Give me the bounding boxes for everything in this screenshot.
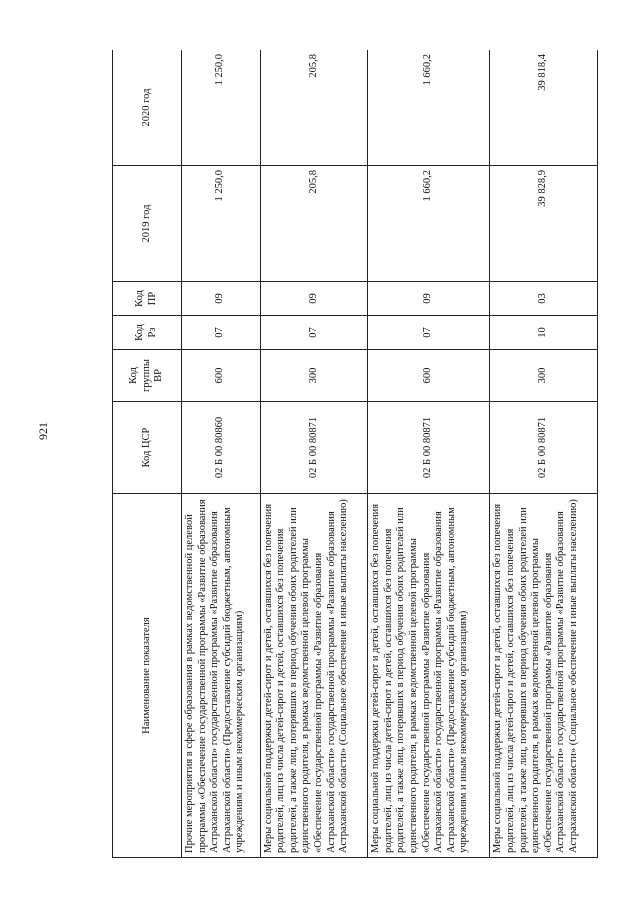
row-2019: 1 250,0 xyxy=(182,166,261,282)
row-vr: 600 xyxy=(182,350,261,402)
table-row xyxy=(490,50,598,858)
row-rz: 10 xyxy=(490,316,598,350)
row-name: Меры социальной поддержки детей-сирот и детей, оставшихся без попечения родителей, лиц из числа детей-сирот и детей, оставшихся без попечения родителей, а также лиц, потерявших в период обучения обоих родителей или единственного родителя, в рамках ведомственной целевой программы «Обеспечение государственной программы «Развитие образования Астраханской области» государственной программы «Развитие образования Астраханской области» (Предоставление субсидий бюджетным, автономным учреждениям и иным некоммерческим организациям) xyxy=(368,494,490,858)
row-2020: 1 660,2 xyxy=(368,50,490,166)
row-rz: 07 xyxy=(260,316,368,350)
row-csr: 02 Б 00 80871 xyxy=(260,402,368,494)
row-name: Меры социальной поддержки детей-сирот и детей, оставшихся без попечения родителей, лиц из числа детей-сирот и детей, оставшихся без попечения родителей, а также лиц, потерявших в период обучения обоих родителей или единственного родителя, в рамках ведомственной целевой программы «Обеспечение государственной программы «Развитие образования Астраханской области» государственной программы «Развитие образования Астраханской области» (Социальное обеспечение и иные выплаты населению) xyxy=(260,494,368,858)
row-rz: 07 xyxy=(182,316,261,350)
row-name: Прочие мероприятия в сфере образования в рамках ведомственной целевой программы «Обеспечение государственной программы «Развитие образования Астраханской области» государственной программы «Развитие образования Астраханской области» (Предоставление субсидий бюджетным, автономным учреждениям и иным некоммерческим организациям) xyxy=(182,494,261,858)
row-rz: 07 xyxy=(368,316,490,350)
header-2019: 2019 год xyxy=(113,166,182,282)
header-rz: Код Рз xyxy=(113,316,182,350)
budget-table xyxy=(112,50,598,858)
row-pr: 09 xyxy=(182,282,261,316)
row-name: Меры социальной поддержки детей-сирот и детей, оставшихся без попечения родителей, лиц из числа детей-сирот и детей, оставшихся без попечения родителей, а также лиц, потерявших в период обучения обоих родителей или единственного родителя, в рамках ведомственной целевой программы «Обеспечение государственной программы «Развитие образования Астраханской области» государственной программы «Развитие образования Астраханской области» (Социальное обеспечение и иные выплаты населению) xyxy=(490,494,598,858)
header-2020: 2020 год xyxy=(113,50,182,166)
header-name: Наименование показателя xyxy=(113,494,182,858)
header-pr: Код ПР xyxy=(113,282,182,316)
header-csr: Код ЦСР xyxy=(113,402,182,494)
row-csr: 02 Б 00 80860 xyxy=(182,402,261,494)
table-row xyxy=(182,50,261,858)
header-vr: Код группы ВР xyxy=(113,350,182,402)
table-row xyxy=(368,50,490,858)
row-vr: 300 xyxy=(260,350,368,402)
row-pr: 03 xyxy=(490,282,598,316)
row-pr: 09 xyxy=(368,282,490,316)
row-2020: 1 250,0 xyxy=(182,50,261,166)
rotated-table xyxy=(112,50,598,858)
table-row xyxy=(260,50,368,858)
row-2019: 1 660,2 xyxy=(368,166,490,282)
row-csr: 02 Б 00 80871 xyxy=(490,402,598,494)
row-2019: 39 828,9 xyxy=(490,166,598,282)
row-2020: 39 818,4 xyxy=(490,50,598,166)
table-header-row xyxy=(113,50,182,858)
row-csr: 02 Б 00 80871 xyxy=(368,402,490,494)
row-2020: 205,8 xyxy=(260,50,368,166)
row-vr: 600 xyxy=(368,350,490,402)
row-vr: 300 xyxy=(490,350,598,402)
budget-table-container xyxy=(112,50,598,858)
row-pr: 09 xyxy=(260,282,368,316)
page-number: 921 xyxy=(36,422,50,440)
row-2019: 205,8 xyxy=(260,166,368,282)
